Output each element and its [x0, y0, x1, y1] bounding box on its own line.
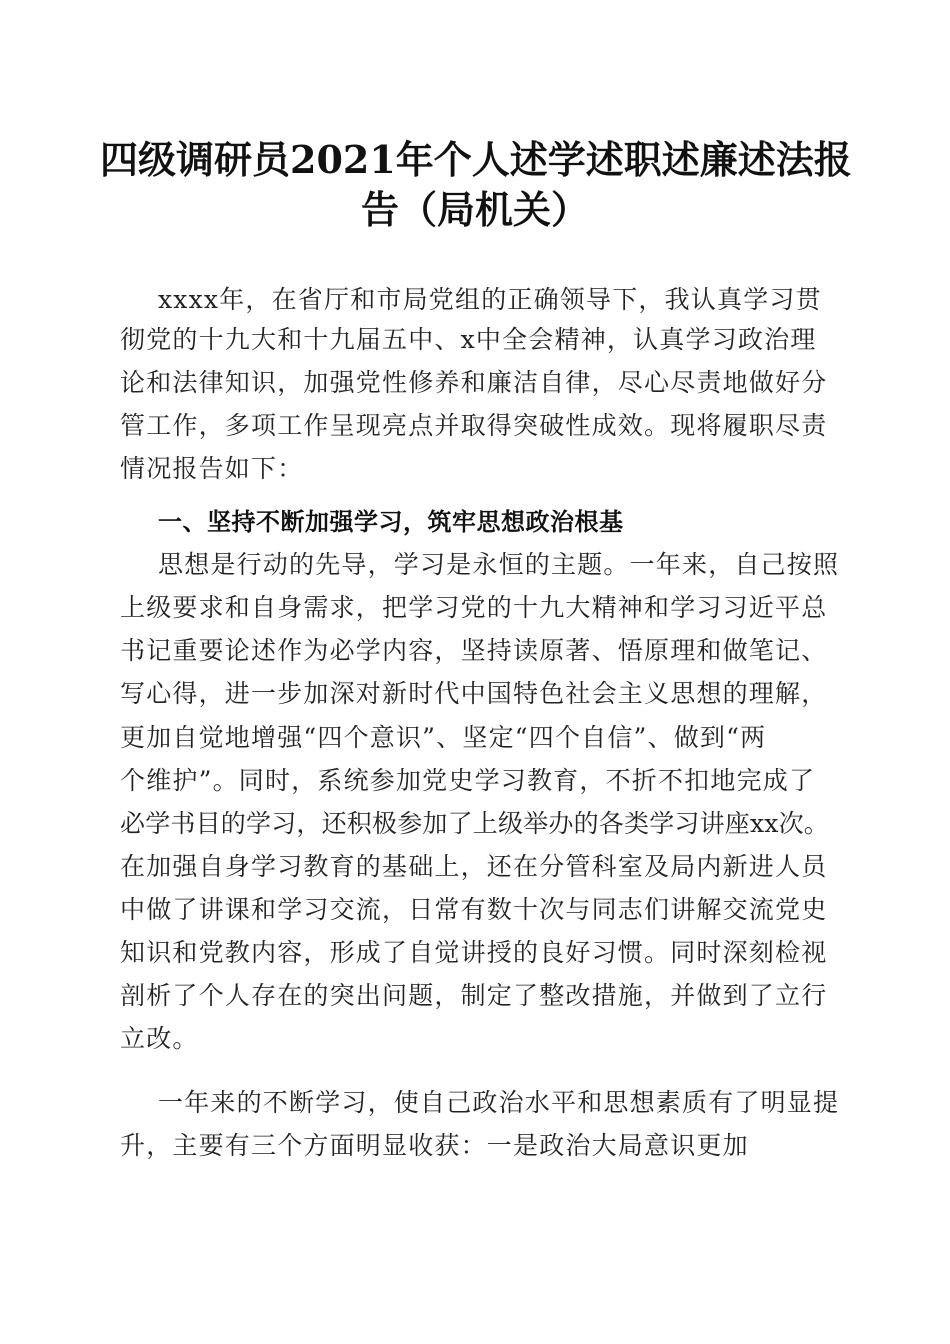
section-1-line-2: 上级要求和自身需求，把学习党的十九大精神和学习习近平总	[120, 593, 828, 622]
section-1-line-7: 必学书目的学习，还积极参加了上级举办的各类学习讲座xx次。	[120, 809, 830, 838]
section-1-line-9: 中做了讲课和学习交流，日常有数十次与同志们讲解交流党史	[120, 895, 828, 924]
intro-line-3: 论和法律知识，加强党性修养和廉洁自律，尽心尽责地做好分	[120, 368, 828, 397]
section-1-line-11: 剖析了个人存在的突出问题，制定了整改措施，并做到了立行	[120, 981, 828, 1010]
document-title-line-2: 告（局机关）	[360, 187, 589, 232]
document-title-line-1: 四级调研员2021年个人述学述职述廉述法报	[100, 137, 852, 182]
section-1-line-10: 知识和党教内容，形成了自觉讲授的良好习惯。同时深刻检视	[120, 938, 828, 967]
section-1-line-5: 更加自觉地增强“四个意识”、坚定“四个自信”、做到“两	[120, 723, 767, 752]
intro-line-2: 彻党的十九大和十九届五中、x中全会精神，认真学习政治理	[120, 325, 817, 354]
section-1-heading: 一、坚持不断加强学习，筑牢思想政治根基	[158, 508, 624, 536]
intro-line-5: 情况报告如下：	[120, 454, 304, 483]
section-1-line-6: 个维护”。同时，系统参加党史学习教育，不折不扣地完成了	[120, 766, 816, 795]
section-1-para-2-line-1: 一年来的不断学习，使自己政治水平和思想素质有了明显提	[158, 1088, 840, 1117]
section-1-para-2-line-2: 升，主要有三个方面明显收获：一是政治大局意识更加	[120, 1131, 749, 1160]
section-1-line-3: 书记重要论述作为必学内容，坚持读原著、悟原理和做笔记、	[120, 636, 828, 665]
intro-line-1: xxxx年，在省厅和市局党组的正确领导下，我认真学习贯	[158, 285, 822, 314]
intro-line-4: 管工作，多项工作呈现亮点并取得突破性成效。现将履职尽责	[120, 411, 828, 440]
section-1-line-4: 写心得，进一步加深对新时代中国特色社会主义思想的理解，	[120, 679, 828, 708]
section-1-line-8: 在加强自身学习教育的基础上，还在分管科室及局内新进人员	[120, 852, 828, 881]
section-1-line-12: 立改。	[120, 1024, 199, 1053]
section-1-line-1: 思想是行动的先导，学习是永恒的主题。一年来，自己按照	[158, 550, 840, 579]
